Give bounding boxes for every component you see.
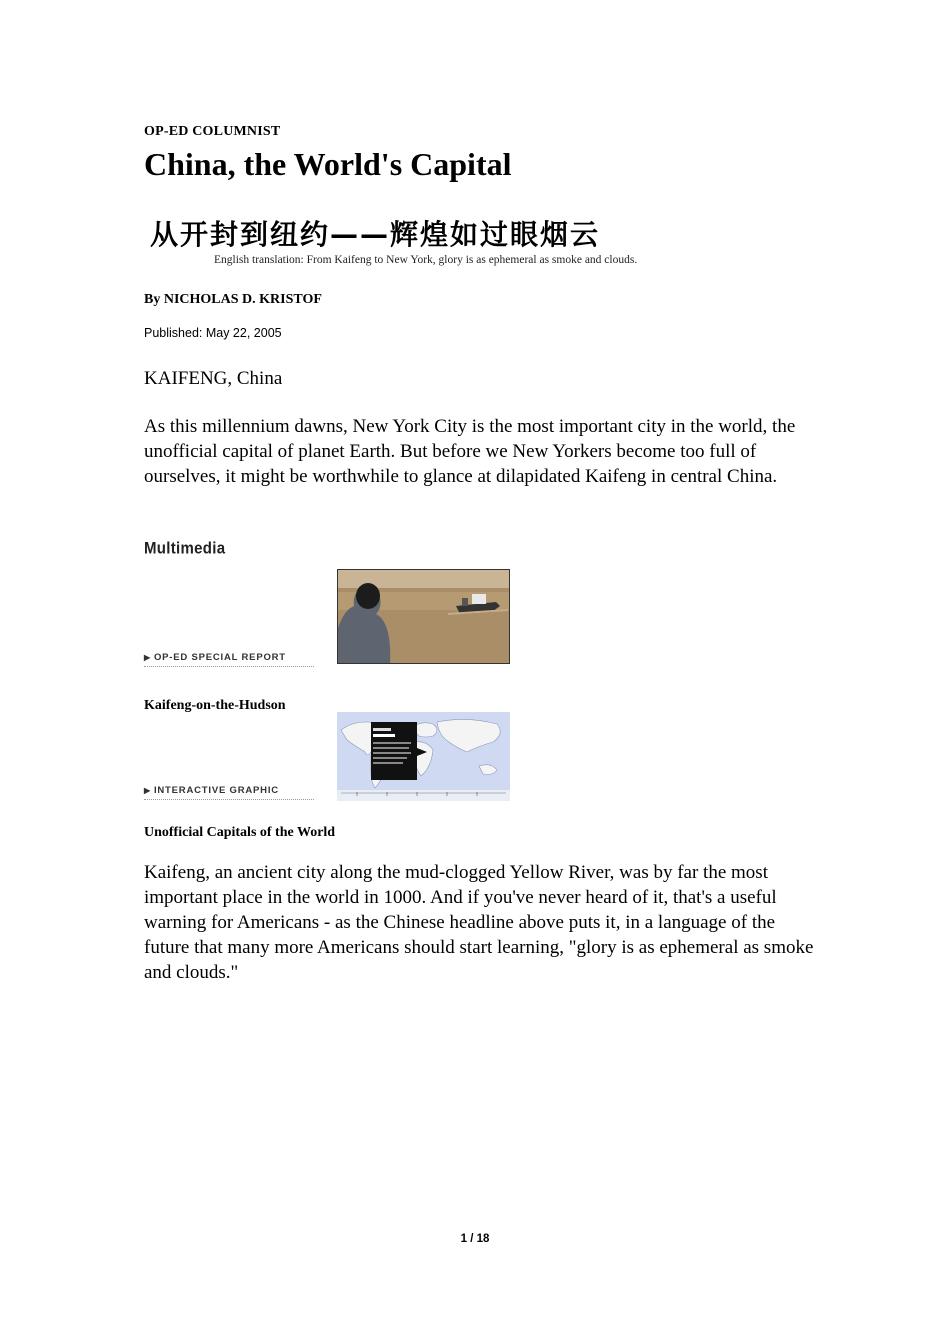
world-map-thumbnail[interactable] — [337, 712, 510, 801]
multimedia-caption[interactable]: Kaifeng-on-the-Hudson — [144, 698, 286, 713]
page-number: 1 / 18 — [460, 1233, 490, 1245]
byline: By NICHOLAS D. KRISTOF — [144, 292, 322, 307]
play-triangle-icon: ▶ — [144, 786, 151, 795]
multimedia-caption[interactable]: Unofficial Capitals of the World — [144, 825, 336, 840]
multimedia-label: INTERACTIVE GRAPHIC — [153, 785, 279, 796]
article-paragraph: Kaifeng, an ancient city along the mud-clogged Yellow River, was by far the most important place in the world in 1000. And if you've never heard of it, that's a useful warning for Americans - as the Chinese headline above puts it, in a language of the future that many more Americans should start learning, "glory is as ephemeral as smoke and clouds." — [144, 862, 814, 983]
section-kicker: OP-ED COLUMNIST — [144, 124, 281, 139]
river-photo-icon — [338, 570, 510, 664]
chinese-headline: 从开封到纽约——辉煌如过眼烟云 — [150, 218, 601, 251]
river-photo-thumbnail[interactable] — [337, 569, 510, 664]
article-headline: China, the World's Capital — [144, 146, 512, 182]
multimedia-heading: Multimedia — [144, 539, 226, 558]
world-map-icon — [337, 712, 510, 801]
op-ed-special-report-link[interactable] — [144, 652, 314, 667]
chinese-headline-banner — [150, 218, 750, 270]
play-triangle-icon: ▶ — [144, 653, 151, 662]
published-date: Published: May 22, 2005 — [144, 326, 282, 340]
interactive-graphic-link[interactable] — [144, 785, 314, 800]
dateline: KAIFENG, China — [144, 368, 283, 389]
article-paragraph: As this millennium dawns, New York City is the most important city in the world, the unofficial capital of planet Earth. But before we New Yorkers become too full of ourselves, it might be worthwhile to glance at dilapidated Kaifeng in central China. — [144, 416, 796, 487]
chinese-headline-translation: English translation: From Kaifeng to New York, glory is as ephemeral as smoke and clouds. — [214, 254, 638, 266]
multimedia-label: OP-ED SPECIAL REPORT — [153, 652, 286, 663]
